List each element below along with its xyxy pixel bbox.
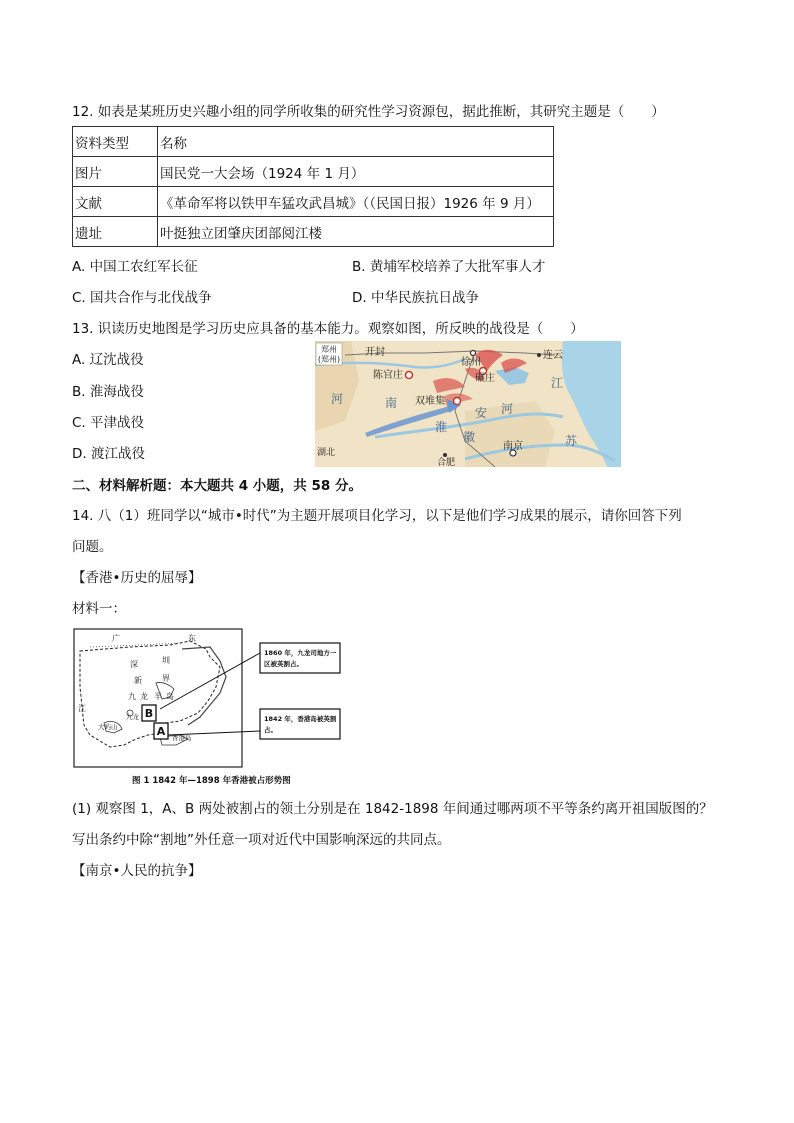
q14-sub1-question-line2: 写出条约中除“割地”外任意一项对近代中国影响深远的共同点。 [72,832,451,848]
map-label-xianggangdao: 香港岛 [172,734,192,742]
table-row [73,127,554,157]
battle-marker [406,372,413,379]
section-2-title: 二、材料解析题： [72,478,180,494]
region-a-label: A [156,725,166,738]
map-label-kaifeng: 开封 [365,347,385,358]
region-b-label: B [144,707,154,720]
table-header-name: 名称 [158,127,554,157]
hongkong-occupation-map [70,627,346,789]
q14-stem-line1: 14. 八（1）班同学以“城市•时代”为主题开展项目化学习，以下是他们学习成果的展示，请你回答下列 [72,508,682,524]
section-2-detail: 本大题共 4 小题，共 58 分。 [180,478,362,494]
q13-option-d: D. 渡江战役 [72,446,145,462]
huaihai-battle-map [315,341,621,467]
map-caption: 图 1 1842 年—1898 年香港被占形势图 [132,776,291,786]
q12-option-d: D. 中华民族抗日战争 [352,290,479,306]
battle-marker [454,398,461,405]
map-label-shuangduiji: 双堆集 [415,396,445,407]
map-label-jiang: 江 [78,704,86,713]
table-row [73,217,554,247]
map-label-zhengzhou-paren: (郑州) [317,355,341,364]
table-header-type: 资料类型 [73,127,158,157]
map-label-shen: 深 [130,660,138,669]
map-label-xuzhou: 徐州 [461,357,481,368]
map-label-jiang: 江 [551,376,564,390]
q14-sub2-title: 【南京•人民的抗争】 [72,863,202,879]
city-marker [471,351,476,356]
table-cell: 叶挺独立团肇庆团部阅江楼 [158,217,554,247]
map-label-he2: 河 [501,402,514,416]
map-label-hefei: 合肥 [437,458,456,467]
q13-stem: 13. 识读历史地图是学习历史应具备的基本能力。观察如图，所反映的战役是（ ） [72,321,584,337]
table-cell: 图片 [73,157,158,187]
city-marker [537,353,541,357]
map-label-jie: 界 [162,674,170,683]
map-label-xin: 新 [134,676,142,685]
q13-option-c: C. 平津战役 [72,415,145,431]
q14-stem-line2: 问题。 [72,539,113,555]
map-label-an: 安 [475,406,488,420]
section-2-heading [72,477,362,495]
note-a-line1: 1842 年，香港岛被英割 [264,715,337,723]
note-box-b [260,643,340,673]
q12-option-a: A. 中国工农红军长征 [72,259,198,275]
table-cell: 文献 [73,187,158,217]
note-b-line2: 区被英割占。 [264,660,303,668]
map-label-guang: 广 [112,634,120,643]
map-label-chenguanzhuang: 陈官庄 [373,370,403,381]
map-label-huai: 淮 [435,420,448,434]
table-cell: 国民党一大会场（1924 年 1 月） [158,157,554,187]
q12-option-b: B. 黄埔军校培养了大批军事人才 [352,259,546,275]
note-a-line2: 占。 [264,726,277,734]
q14-sub1-question-line1: (1) 观察图 1，A、B 两处被割占的领土分别是在 1842-1898 年间通过哪两项不平等条约离开祖国版图的？ [72,801,713,817]
map-label-he: 河 [331,392,344,406]
q14-sub1-title: 【香港•历史的屈辱】 [72,570,202,586]
map-label-lianyun: 连云 [543,350,563,361]
map-label-dao: 岛 [166,692,174,701]
map-label-long: 龙 [140,692,148,701]
map-label-nan: 南 [385,396,398,410]
map-label-jiulong: 九龙 [126,713,139,721]
q12-stem: 12. 如表是某班历史兴趣小组的同学所收集的研究性学习资源包，据此推断，其研究主题是（ ） [72,104,665,120]
q14-material1-label: 材料一： [72,601,126,617]
resource-table [72,126,554,247]
map-label-nanjing: 南京 [503,441,523,452]
map-label-hui: 徽 [463,430,476,444]
map-label-dayushan: 大屿山 [98,723,118,731]
q13-option-b: B. 淮海战役 [72,384,144,400]
table-cell: 遗址 [73,217,158,247]
table-cell: 《革命军将以铁甲车猛攻武昌城》（（民国日报）1926 年 9 月） [158,187,554,217]
table-row [73,187,554,217]
note-b-line1: 1860 年，九龙司地方一 [264,649,337,657]
map-label-nianzhuang: 碾庄 [475,373,495,384]
map-label-jiu: 九 [128,692,136,701]
q13-option-a: A. 辽沈战役 [72,352,144,368]
city-marker [443,453,447,457]
table-row [73,157,554,187]
q12-option-c: C. 国共合作与北伐战争 [72,290,212,306]
map-label-dong: 东 [188,634,196,643]
map-label-hubei: 湖北 [317,448,336,458]
map-label-zhengzhou: 郑州 [321,345,337,354]
note-box-a [260,709,340,739]
map-label-zhen: 圳 [162,656,170,665]
map-label-su: 苏 [565,434,578,448]
map-label-ban: 半 [154,692,162,701]
